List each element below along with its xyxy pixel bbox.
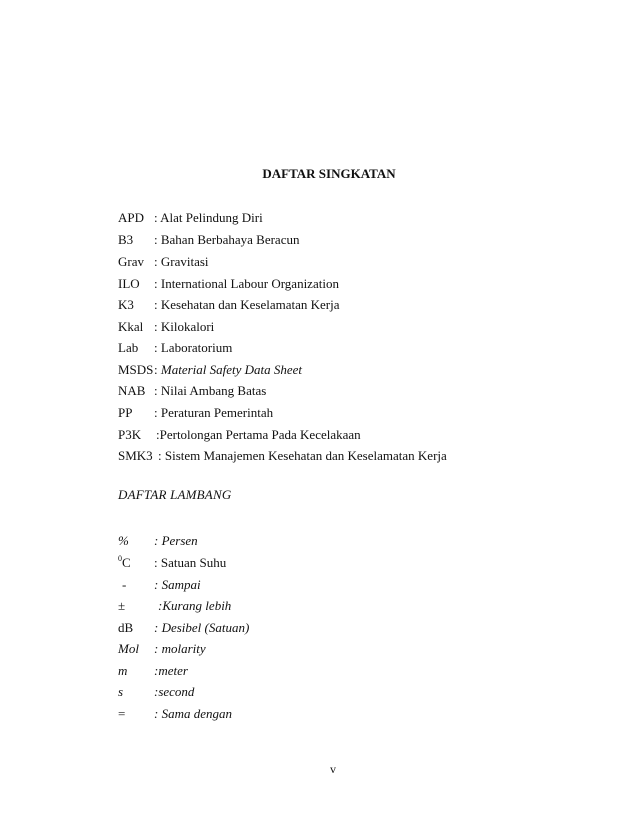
abbreviation-definition: : Kilokalori: [154, 319, 215, 334]
page-number: v: [330, 762, 336, 776]
abbreviation-term: Grav: [118, 254, 144, 269]
abbreviation-definition: : Gravitasi: [154, 254, 209, 269]
symbol-term: dB: [118, 620, 134, 635]
symbol-definition: : molarity: [154, 641, 206, 656]
abbreviation-term: NAB: [118, 383, 146, 398]
symbol-definition: :second: [154, 684, 195, 699]
symbol-term: s: [118, 684, 124, 699]
abbreviation-term: ILO: [118, 276, 140, 291]
degree-superscript: 0: [118, 554, 122, 563]
symbol-term: [118, 554, 131, 574]
abbreviation-term: Kkal: [118, 319, 144, 334]
abbreviation-definition: : Nilai Ambang Batas: [154, 383, 267, 398]
symbol-definition: : Sama dengan: [154, 706, 232, 721]
abbreviation-definition: : Bahan Berbahaya Beracun: [154, 232, 300, 247]
definition-colon: :: [154, 362, 161, 377]
abbreviation-term: B3: [118, 232, 134, 247]
abbreviation-term: PP: [118, 405, 133, 420]
symbol-definition: :meter: [154, 663, 188, 678]
abbreviation-definition: : Kesehatan dan Keselamatan Kerja: [154, 297, 340, 312]
abbreviation-definition: : International Labour Organization: [154, 276, 339, 291]
symbol-term: ±: [118, 598, 126, 613]
abbreviation-definition: : Peraturan Pemerintah: [154, 405, 274, 420]
symbol-definition: : Desibel (Satuan): [154, 620, 250, 635]
abbreviation-term: K3: [118, 297, 134, 312]
symbol-term: -: [122, 577, 127, 592]
abbreviation-definition: : Alat Pelindung Diri: [154, 210, 263, 225]
abbreviation-definition: :Pertolongan Pertama Pada Kecelakaan: [156, 427, 361, 442]
symbol-term: m: [118, 663, 128, 678]
abbreviation-definition: : Laboratorium: [154, 340, 233, 355]
symbol-term: Mol: [118, 641, 139, 656]
symbol-definition: :Kurang lebih: [158, 598, 232, 613]
symbol-term: %: [118, 533, 129, 548]
abbreviation-term: SMK3: [118, 448, 153, 463]
symbol-definition: : Satuan Suhu: [154, 555, 227, 570]
abbreviation-definition: : Sistem Manajemen Kesehatan dan Keselamatan Kerja: [158, 448, 447, 463]
symbol-term: =: [118, 706, 126, 721]
abbreviation-term: APD: [118, 210, 145, 225]
abbreviation-term: Lab: [118, 340, 139, 355]
abbreviation-definition: [154, 361, 302, 379]
definition-text: Material Safety Data Sheet: [160, 362, 303, 377]
page-title: DAFTAR SINGKATAN: [262, 166, 396, 181]
symbol-definition: : Persen: [154, 533, 198, 548]
symbols-heading: DAFTAR LAMBANG: [118, 487, 232, 502]
abbreviation-term: MSDS: [118, 362, 154, 377]
symbol-term-text: C: [122, 555, 131, 570]
abbreviation-term: P3K: [118, 427, 142, 442]
symbol-definition: : Sampai: [154, 577, 201, 592]
